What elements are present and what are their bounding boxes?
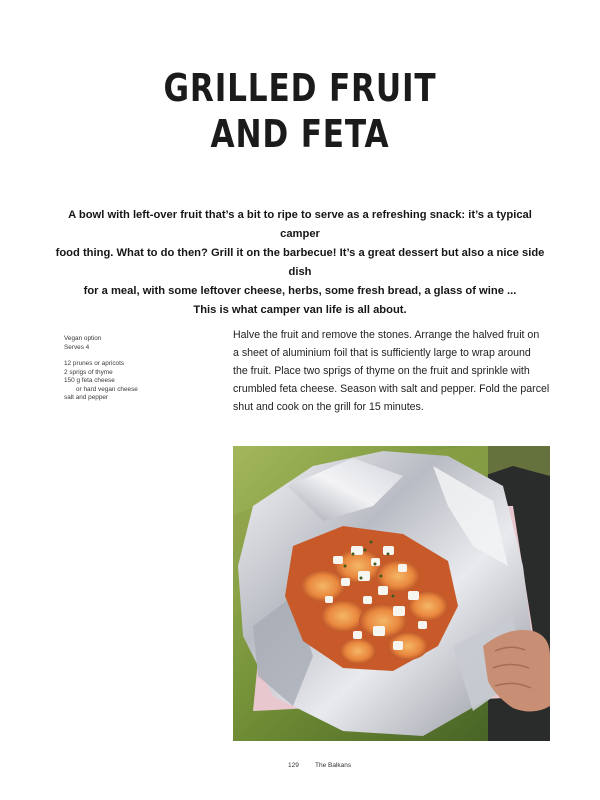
- spacer: [64, 352, 204, 360]
- method-paragraph: [233, 326, 563, 416]
- method-line: Halve the fruit and remove the stones. Arrange the halved fruit on: [233, 329, 540, 341]
- recipe-title: [54, 65, 546, 157]
- method-line: the fruit. Place two sprigs of thyme on the fruit and sprinkle with: [233, 365, 530, 377]
- recipe-photo: [233, 446, 550, 741]
- vegan-option-label: Vegan option: [64, 335, 102, 342]
- ingredient-item: 12 prunes or apricots: [64, 360, 125, 367]
- ingredient-item: salt and pepper: [64, 394, 109, 401]
- intro-line: for a meal, with some leftover cheese, herbs, some fresh bread, a glass of wine ...: [83, 285, 517, 297]
- ingredient-item: 150 g feta cheese: [64, 377, 115, 384]
- intro-line: This is what camper van life is all about.: [193, 304, 407, 316]
- ingredient-item: 2 sprigs of thyme: [64, 368, 113, 376]
- intro-line: food thing. What to do then? Grill it on the barbecue! It’s a great dessert but also a nice side dish: [55, 247, 545, 278]
- method-line: a sheet of aluminium foil that is sufficiently large to wrap around: [233, 347, 531, 359]
- method-line: crumbled feta cheese. Season with salt and pepper. Fold the parcel: [233, 383, 550, 395]
- title-line-2: AND FETA: [210, 112, 390, 157]
- page-number: 129: [288, 762, 299, 769]
- title-line-1: GRILLED FRUIT: [163, 66, 437, 111]
- section-name: The Balkans: [315, 762, 352, 769]
- intro-paragraph: [55, 206, 545, 320]
- foil-parcel-photo: [233, 446, 550, 741]
- recipe-meta: [64, 335, 204, 403]
- method-line: shut and cook on the grill for 15 minutes.: [233, 401, 424, 413]
- intro-line: A bowl with left-over fruit that’s a bit to ripe to serve as a refreshing snack: it’s a typical camper: [68, 209, 532, 240]
- servings-label: Serves 4: [64, 343, 90, 351]
- ingredient-item: or hard vegan cheese: [76, 385, 138, 393]
